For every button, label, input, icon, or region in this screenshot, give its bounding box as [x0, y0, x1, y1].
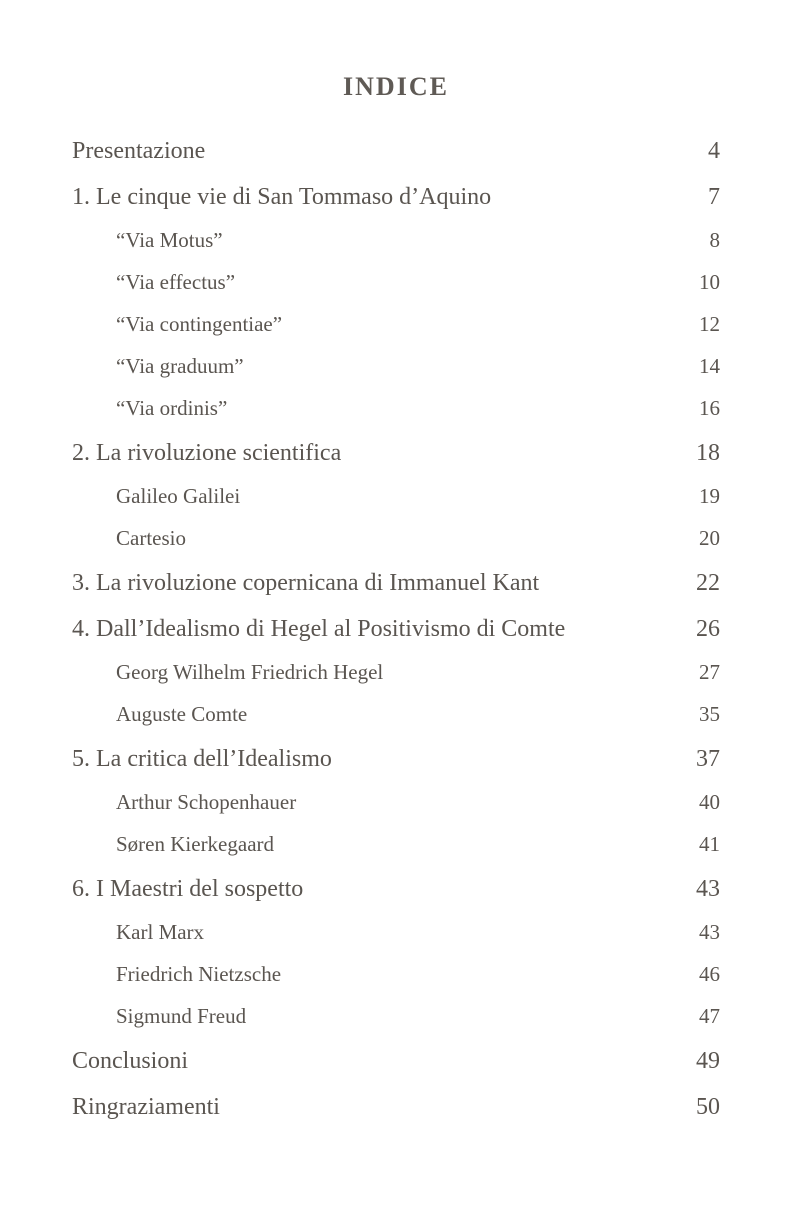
toc-subentry-label: Georg Wilhelm Friedrich Hegel — [116, 660, 384, 684]
toc-subentry-label: Sigmund Freud — [116, 1004, 247, 1028]
toc-subentry-page: 35 — [699, 702, 720, 726]
toc-subentry-page: 14 — [699, 354, 720, 378]
toc-subentry-label: Arthur Schopenhauer — [116, 790, 297, 814]
toc-entry — [72, 1094, 720, 1121]
toc-entry — [72, 138, 720, 165]
toc-subentry-page: 8 — [709, 228, 720, 252]
toc-entry-page: 37 — [696, 746, 720, 772]
toc-subentry — [72, 1004, 720, 1029]
toc-entry — [72, 746, 720, 773]
toc-subentry-label: Friedrich Nietzsche — [116, 962, 282, 986]
toc-subentry-label: “Via effectus” — [116, 270, 236, 294]
toc-subentry-page: 43 — [699, 920, 720, 944]
toc-subentry-page: 16 — [699, 396, 720, 420]
toc-subentry-page: 47 — [699, 1004, 720, 1028]
toc-entry-label: 6. I Maestri del sospetto — [72, 876, 304, 902]
toc-subentry — [72, 270, 720, 295]
toc-subentry-label: “Via contingentiae” — [116, 312, 283, 336]
toc-subentry-page: 40 — [699, 790, 720, 814]
toc-subentry-page: 46 — [699, 962, 720, 986]
toc-entry-page: 26 — [696, 616, 720, 642]
toc-entry-label: 2. La rivoluzione scientifica — [72, 440, 342, 466]
toc-subentry — [72, 920, 720, 945]
toc-entry — [72, 616, 720, 643]
toc-entry-label: 1. Le cinque vie di San Tommaso d’Aquino — [72, 184, 492, 210]
toc-entry — [72, 440, 720, 467]
toc-subentry — [72, 962, 720, 987]
toc-entry-page: 43 — [696, 876, 720, 902]
toc-subentry-page: 19 — [699, 484, 720, 508]
toc-entry-page: 7 — [708, 184, 720, 210]
toc-subentry-label: “Via ordinis” — [116, 396, 228, 420]
toc-entry-page: 18 — [696, 440, 720, 466]
toc-subentry-label: Søren Kierkegaard — [116, 832, 275, 856]
toc-subentry-page: 12 — [699, 312, 720, 336]
page-title: INDICE — [343, 72, 449, 101]
toc-entry — [72, 1048, 720, 1075]
toc-subentry — [72, 484, 720, 509]
toc-subentry-page: 27 — [699, 660, 720, 684]
toc-entry — [72, 570, 720, 597]
toc-entry-page: 50 — [696, 1094, 720, 1120]
toc-subentry — [72, 832, 720, 857]
toc-entry-page: 4 — [708, 138, 720, 164]
toc-subentry-label: Galileo Galilei — [116, 484, 241, 508]
toc-subentry — [72, 660, 720, 685]
toc-subentry — [72, 354, 720, 379]
toc-subentry — [72, 228, 720, 253]
toc-subentry — [72, 702, 720, 727]
toc-subentry-label: “Via graduum” — [116, 354, 244, 378]
toc-entry — [72, 876, 720, 903]
toc-entry-page: 22 — [696, 570, 720, 596]
toc-subentry-label: Auguste Comte — [116, 702, 248, 726]
toc-subentry — [72, 396, 720, 421]
toc-entry — [72, 184, 720, 211]
toc-entry-label: Presentazione — [72, 138, 206, 164]
toc-entry-page: 49 — [696, 1048, 720, 1074]
toc-entry-label: Ringraziamenti — [72, 1094, 220, 1120]
toc-subentry-label: “Via Motus” — [116, 228, 223, 252]
toc-entry-label: 3. La rivoluzione copernicana di Immanuel Kant — [72, 570, 540, 596]
toc-subentry-page: 41 — [699, 832, 720, 856]
toc-entry-label: 4. Dall’Idealismo di Hegel al Positivismo di Comte — [72, 616, 566, 642]
toc-subentry — [72, 312, 720, 337]
toc-subentry-page: 10 — [699, 270, 720, 294]
toc-subentry-label: Karl Marx — [116, 920, 205, 944]
toc-subentry-page: 20 — [699, 526, 720, 550]
toc-entry-label: Conclusioni — [72, 1048, 189, 1074]
toc-subentry — [72, 526, 720, 551]
toc-subentry-label: Cartesio — [116, 526, 186, 550]
toc-entry-label: 5. La critica dell’Idealismo — [72, 746, 332, 772]
toc-subentry — [72, 790, 720, 815]
